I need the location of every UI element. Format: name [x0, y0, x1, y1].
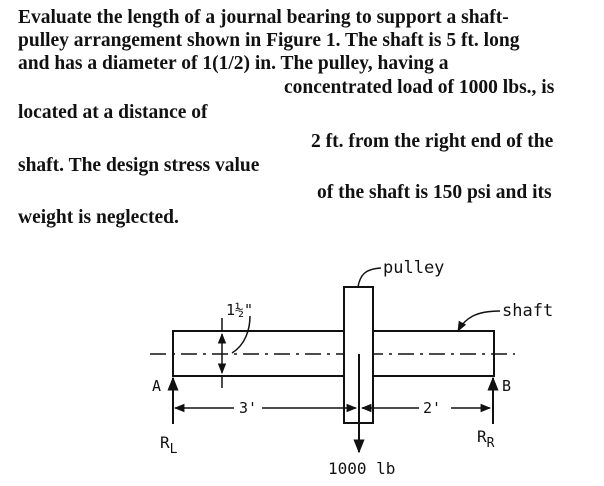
- shaft-label: shaft: [502, 301, 554, 321]
- problem-line-8: of the shaft is 150 psi and its: [317, 182, 552, 203]
- right-reaction-letter: R: [477, 427, 487, 446]
- problem-line-9: weight is neglected.: [18, 207, 179, 228]
- pulley-label: pulley: [383, 258, 445, 278]
- left-reaction-letter: R: [160, 433, 170, 452]
- shaft-leader-line: [458, 311, 500, 331]
- left-span-label: 3': [239, 399, 258, 417]
- right-reaction-subscript: R: [486, 436, 495, 451]
- problem-line-2: pulley arrangement shown in Figure 1. The shaft is 5 ft. long: [18, 30, 520, 51]
- problem-line-4: concentrated load of 1000 lbs., is: [284, 77, 555, 98]
- pulley-leader-line: [358, 268, 381, 287]
- left-reaction-label: [160, 433, 178, 457]
- problem-line-1: Evaluate the length of a journal bearing to support a shaft-: [18, 7, 509, 28]
- left-reaction-subscript: L: [169, 442, 178, 457]
- right-support-label: B: [502, 377, 512, 395]
- right-span-label: 2': [423, 399, 442, 417]
- problem-line-3: and has a diameter of 1(1/2) in. The pulley, having a: [18, 53, 449, 74]
- right-reaction-label: [477, 427, 495, 451]
- problem-line-7: shaft. The design stress value: [18, 155, 260, 176]
- diameter-label-leader: [232, 316, 250, 353]
- load-label: 1000 lb: [328, 459, 396, 478]
- problem-line-5: located at a distance of: [18, 102, 208, 123]
- problem-line-6: 2 ft. from the right end of the: [311, 131, 554, 152]
- left-support-label: A: [152, 377, 162, 395]
- diameter-label: 1½": [226, 301, 254, 319]
